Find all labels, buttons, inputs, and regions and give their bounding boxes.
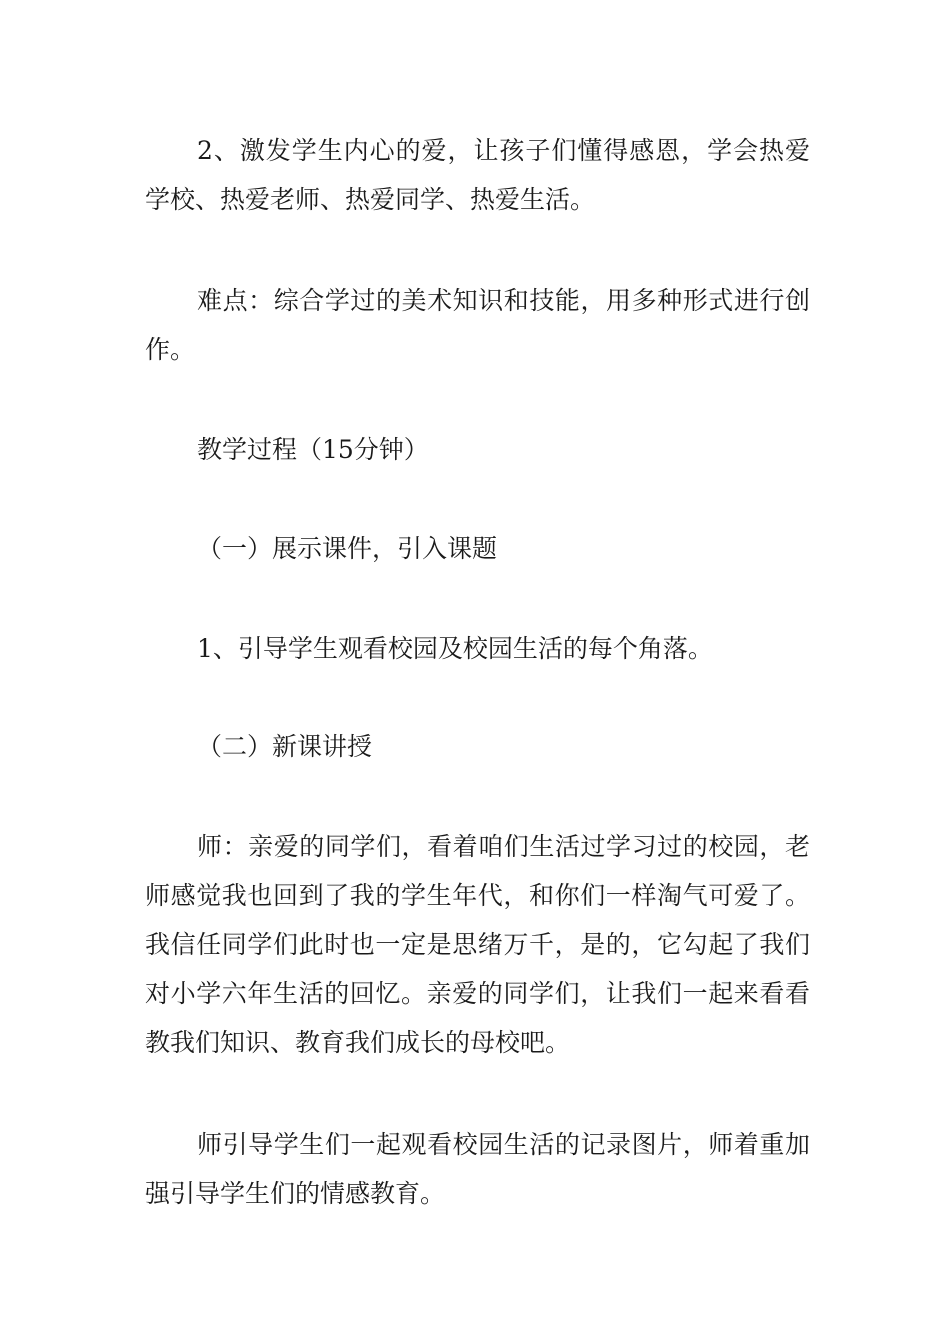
paragraph-step-1: 1、引导学生观看校园及校园生活的每个角落。: [197, 634, 713, 663]
paragraph-difficulty: 难点：综合学过的美术知识和技能，用多种形式进行创作。: [145, 286, 810, 364]
paragraph-section-2-heading: （二）新课讲授: [197, 732, 373, 761]
paragraph-teaching-process-heading: 教学过程（15分钟）: [197, 435, 429, 464]
paragraph-teacher-speech: 师：亲爱的同学们，看着咱们生活过学习过的校园，老师感觉我也回到了我的学生年代，和你们一样淘气可爱了。我信任同学们此时也一定是思绪万千，是的，它勾起了我们对小学六年生活的回忆。亲爱的同学们，让我们一起来看看教我们知识、教育我们成长的母校吧。: [145, 832, 810, 1057]
paragraph-teacher-guidance: 师引导学生们一起观看校园生活的记录图片，师着重加强引导学生们的情感教育。: [145, 1130, 810, 1208]
paragraph-goal-2: 2、激发学生内心的爱，让孩子们懂得感恩，学会热爱学校、热爱老师、热爱同学、热爱生活。: [145, 136, 810, 214]
paragraph-section-1-heading: （一）展示课件，引入课题: [197, 534, 498, 563]
